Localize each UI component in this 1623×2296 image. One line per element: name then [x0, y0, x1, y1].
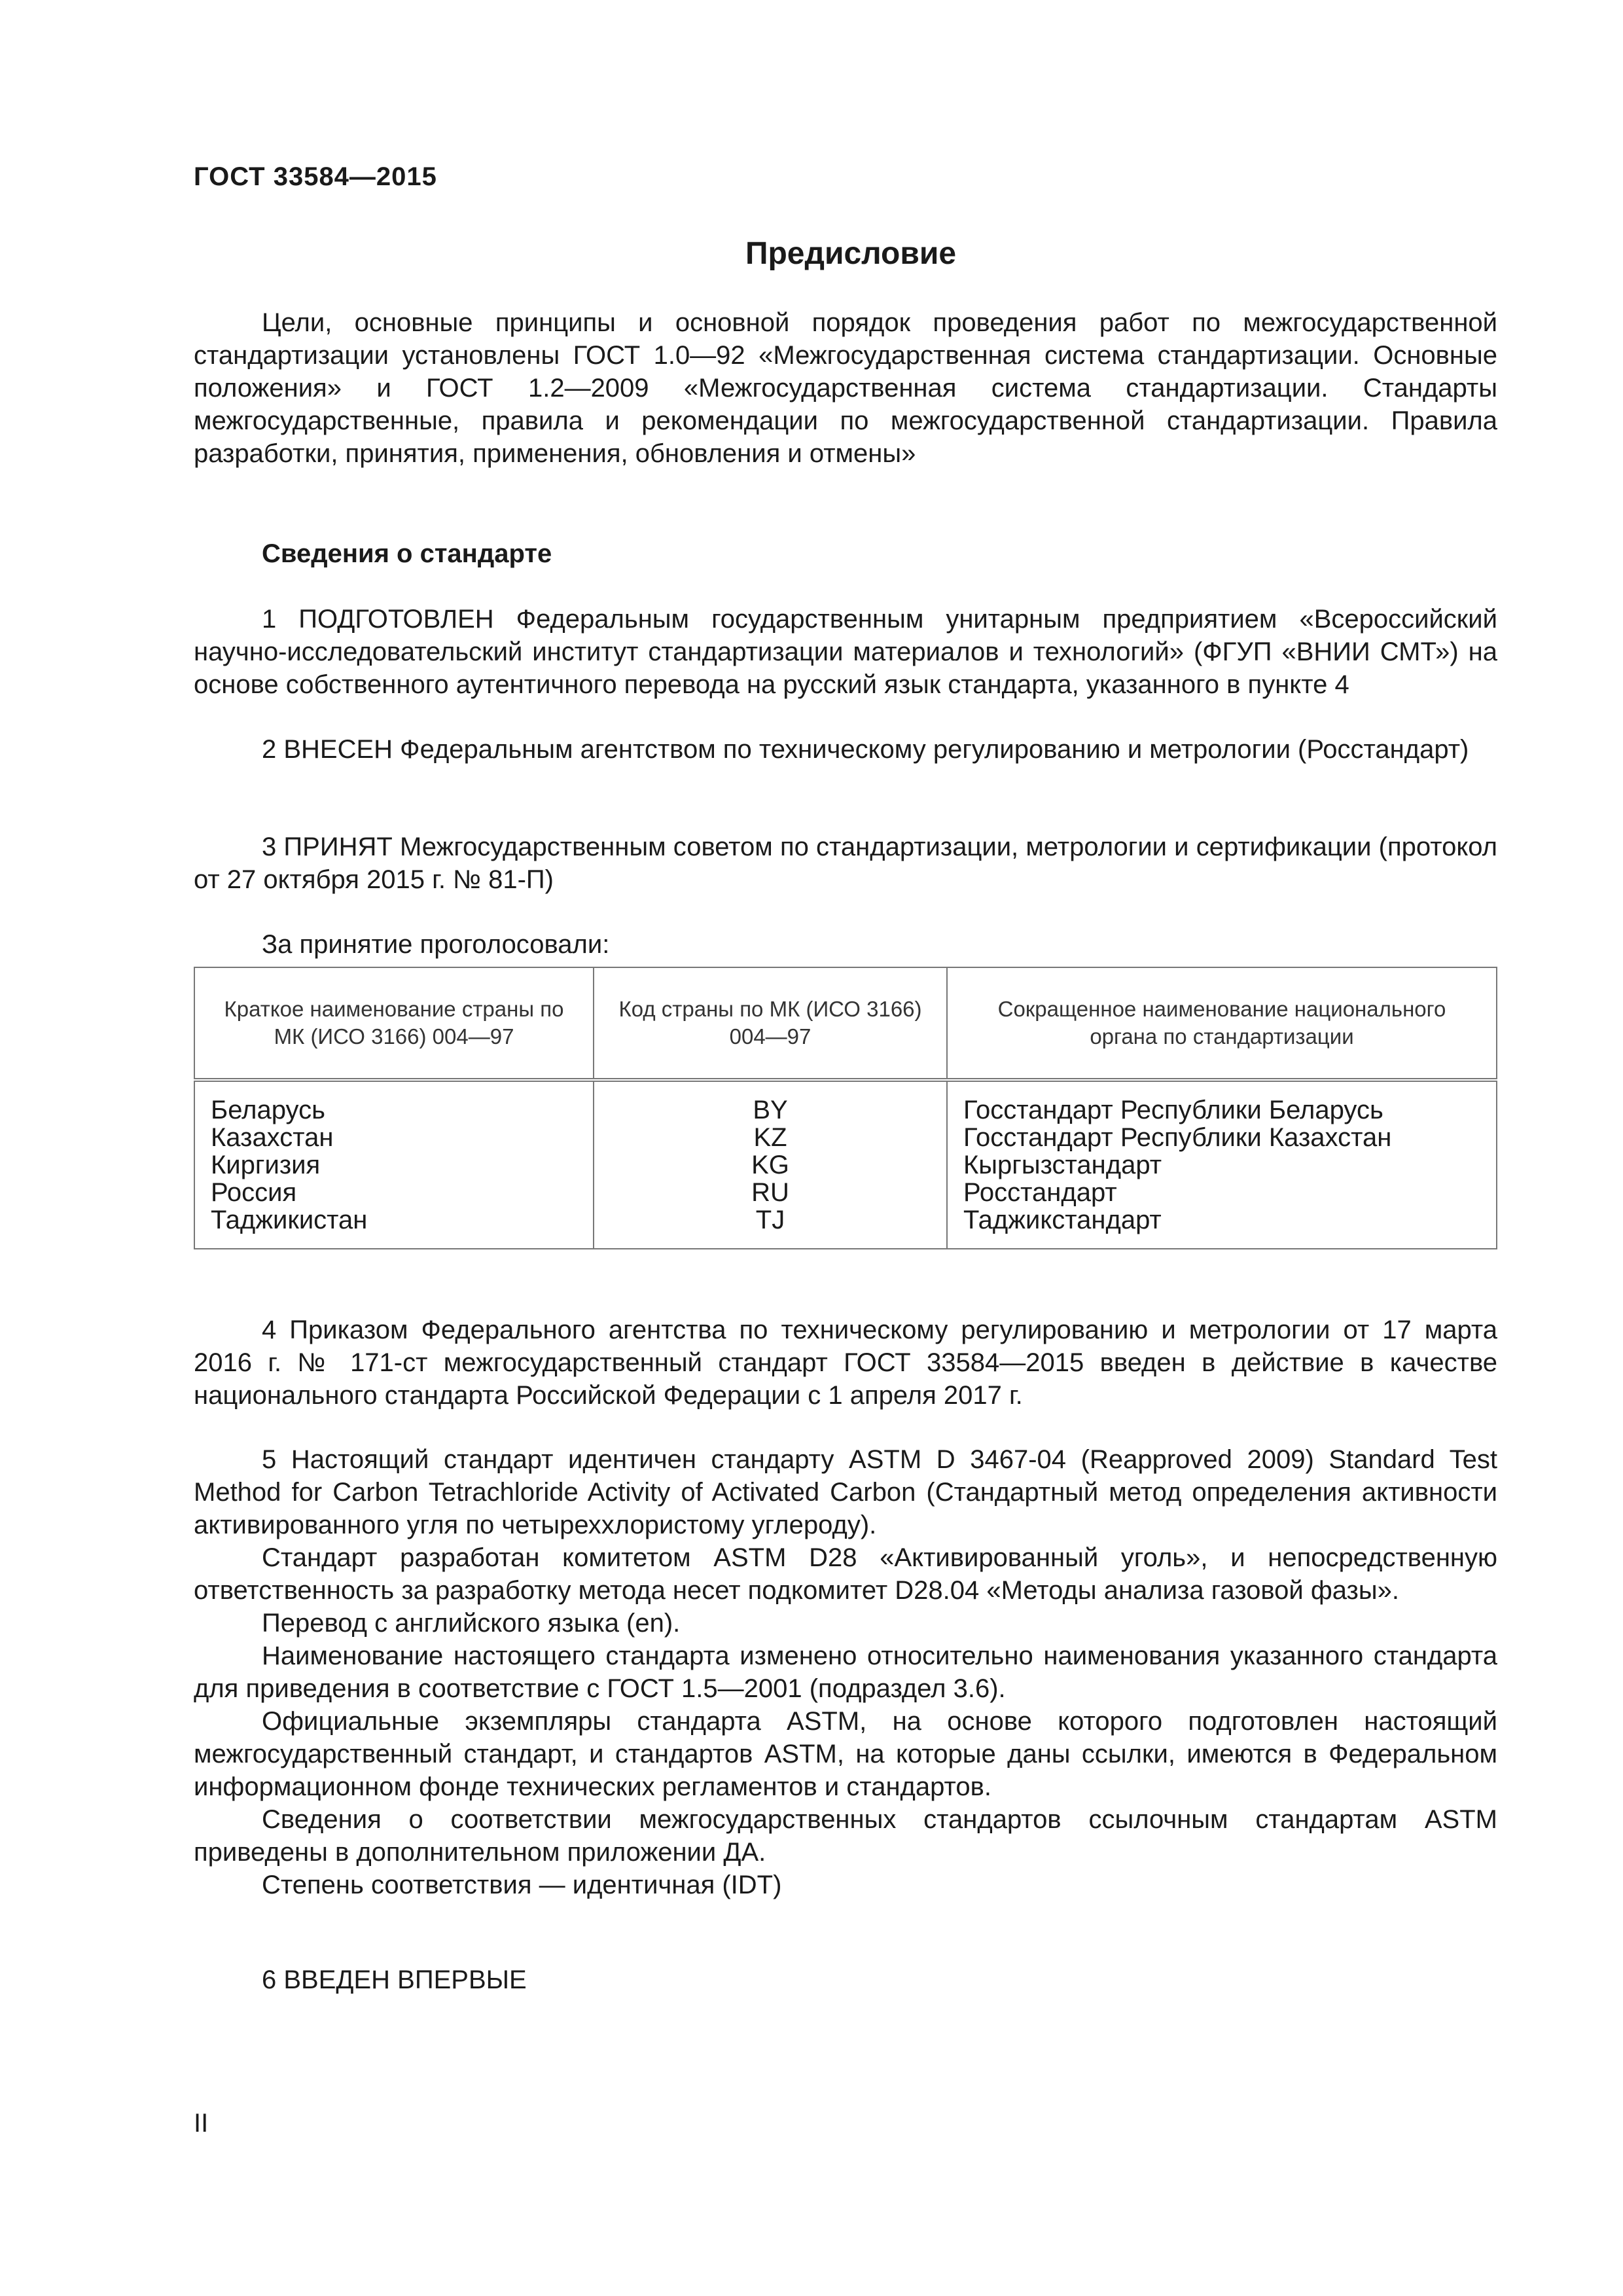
country-code: RU [751, 1178, 789, 1207]
item-2: 2 ВНЕСЕН Федеральным агентством по техническому регулированию и метрологии (Росстандарт) [262, 735, 1469, 764]
intro-paragraph: Цели, основные принципы и основной порядок проведения работ по межгосударственной стандартизации установлены ГОСТ 1.0—92 «Межгосударственная система стандартизации. Основные положения» и ГОСТ 1.2—2009 «Межгосударственная система стандартизации. Стандарты межгосударственные, правила и рекомендации по межгосударственной стандартизации. Правила разработки, принятия, применения, обновления и отмены» [194, 308, 1497, 468]
vote-intro: За принятие проголосовали: [262, 930, 610, 959]
page-number: II [194, 2109, 209, 2138]
national-body: Таджикстандарт [963, 1206, 1162, 1234]
item-5-committee: Стандарт разработан комитетом ASTM D28 «Активированный уголь», и непосредственную ответственность за разработку метода несет подкомитет D28.04 «Методы анализа газовой фазы». [194, 1543, 1497, 1605]
header-national-body: Сокращенное наименование национального органа по стандартизации [947, 967, 1497, 1080]
country-name: Таджикистан [211, 1206, 368, 1234]
country-code: TJ [755, 1206, 785, 1234]
national-body: Госстандарт Республики Казахстан [963, 1123, 1392, 1152]
country-name-cell [194, 1080, 594, 1249]
item-1: 1 ПОДГОТОВЛЕН Федеральным государственным унитарным предприятием «Всероссийский научно-исследовательский институт стандартизации материалов и технологий» (ФГУП «ВНИИ СМТ») на основе собственного аутентичного перевода на русский язык стандарта, указанного в пункте 4 [194, 605, 1497, 699]
country-code-cell [594, 1080, 947, 1249]
item-6: 6 ВВЕДЕН ВПЕРВЫЕ [262, 1965, 527, 1994]
national-body: Росстандарт [963, 1178, 1117, 1207]
item-5-compliance: Сведения о соответствии межгосударственных стандартов ссылочным стандартам ASTM приведены в дополнительном приложении ДА. [194, 1805, 1497, 1867]
country-name: Киргизия [211, 1151, 321, 1179]
document-code: ГОСТ 33584—2015 [194, 162, 437, 191]
national-body: Госстандарт Республики Беларусь [963, 1096, 1383, 1124]
country-name: Беларусь [211, 1096, 325, 1124]
item-5-translation: Перевод с английского языка (en). [262, 1609, 681, 1638]
section-heading: Сведения о стандарте [262, 539, 552, 568]
table-header-row [194, 967, 1497, 1080]
country-code: BY [753, 1096, 788, 1124]
header-country-code: Код страны по МК (ИСО 3166) 004—97 [594, 967, 947, 1080]
table-row [194, 1080, 1497, 1249]
country-code: KZ [753, 1123, 787, 1152]
country-name: Россия [211, 1178, 297, 1207]
national-body-cell [947, 1080, 1497, 1249]
item-5: 5 Настоящий стандарт идентичен стандарту ASTM D 3467-04 (Reapproved 2009) Standard Test Method for Carbon Tetrachloride Activity of Activated Carbon (Стандартный метод определения активности активированного угля по четыреххлористому углероду). [194, 1445, 1497, 1539]
voting-table [194, 967, 1497, 1249]
page-title: Предисловие [745, 236, 957, 271]
item-5-official-copies: Официальные экземпляры стандарта ASTM, на основе которого подготовлен настоящий межгосударственный стандарт, и стандартов ASTM, на которые даны ссылки, имеются в Федеральном информационном фонде технических регламентов и стандартов. [194, 1707, 1497, 1801]
country-name: Казахстан [211, 1123, 334, 1152]
item-4: 4 Приказом Федерального агентства по техническому регулированию и метрологии от 17 марта 2016 г. № 171-ст межгосударственный стандарт ГОСТ 33584—2015 введен в действие в качестве национального стандарта Российской Федерации с 1 апреля 2017 г. [194, 1316, 1497, 1410]
item-5-degree: Степень соответствия — идентичная (IDT) [262, 1871, 782, 1899]
item-5-name-change: Наименование настоящего стандарта изменено относительно наименования указанного стандарта для приведения в соответствие с ГОСТ 1.5—2001 (подраздел 3.6). [194, 1641, 1497, 1703]
item-3: 3 ПРИНЯТ Межгосударственным советом по стандартизации, метрологии и сертификации (протокол от 27 октября 2015 г. № 81-П) [194, 833, 1497, 894]
national-body: Кыргызстандарт [963, 1151, 1162, 1179]
country-code: KG [751, 1151, 789, 1179]
header-country-name: Краткое наименование страны по МК (ИСО 3166) 004—97 [194, 967, 594, 1080]
